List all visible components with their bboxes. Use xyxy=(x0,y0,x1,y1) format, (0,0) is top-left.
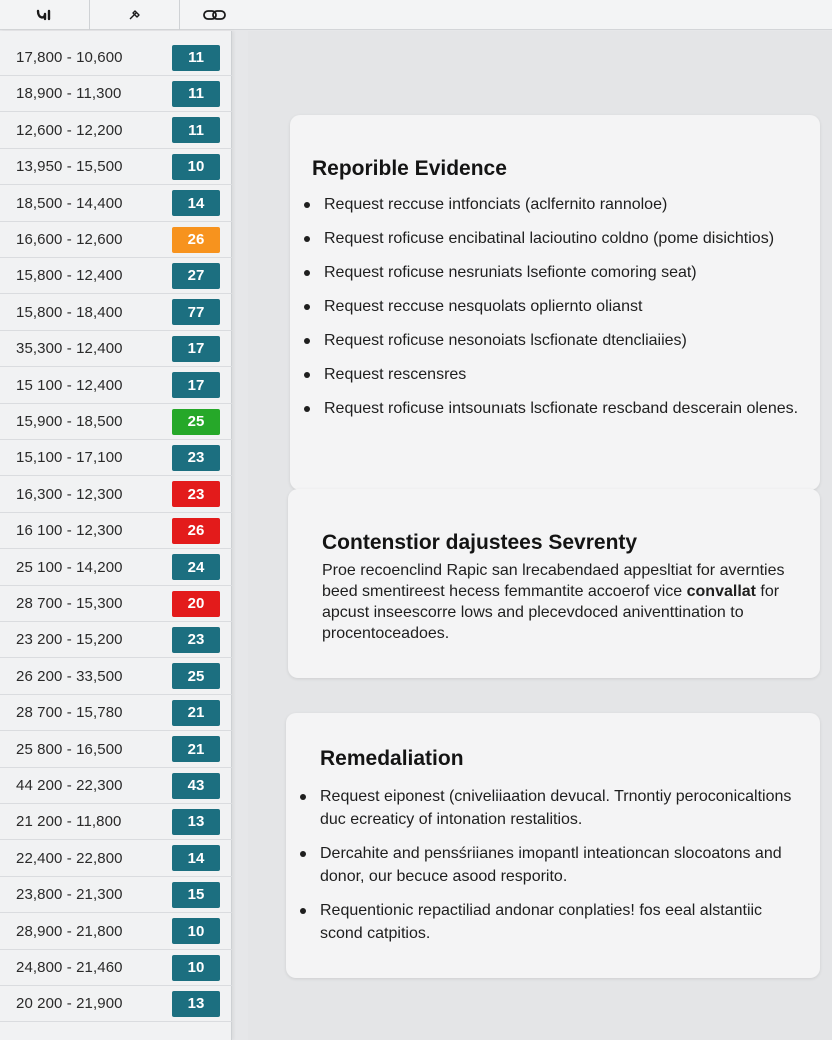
count-badge: 10 xyxy=(172,154,220,180)
remediation-item-text: Request eiponest (cniveliiaation devucal. Trnontiy peroconicaltions duc ecreaticy of intonation restalitios. xyxy=(320,788,792,828)
count-badge: 43 xyxy=(172,773,220,799)
link-icon xyxy=(202,7,228,23)
evidence-item xyxy=(290,261,800,284)
range-label: 28 700 - 15,780 xyxy=(16,704,123,722)
range-label: 25 100 - 14,200 xyxy=(16,558,123,576)
evidence-list xyxy=(290,193,800,420)
cursor-icon xyxy=(35,8,55,22)
remediation-item-text: Requentionic repactiliad andonar conplaties! fos eeal alstantiic scond catpitios. xyxy=(320,902,763,942)
main-panel xyxy=(248,31,832,1040)
range-label: 28 700 - 15,300 xyxy=(16,595,123,612)
severity-title: Contenstior dajustees Sevrenty xyxy=(322,531,638,554)
range-row[interactable] xyxy=(0,295,232,331)
range-row[interactable] xyxy=(0,622,232,658)
count-badge: 13 xyxy=(172,809,220,835)
evidence-item-text: Request reccuse nesquolats opliernto olianst xyxy=(324,298,643,315)
count-badge: 26 xyxy=(172,227,220,253)
range-label: 17,800 - 10,600 xyxy=(16,49,123,66)
range-label: 15,800 - 12,400 xyxy=(16,267,123,285)
toolbar-cursor-button[interactable] xyxy=(0,0,90,30)
remediation-card xyxy=(286,713,820,978)
range-row[interactable] xyxy=(0,477,232,513)
count-badge: 14 xyxy=(172,190,220,216)
range-row[interactable] xyxy=(0,113,232,149)
range-row[interactable] xyxy=(0,258,232,294)
range-row[interactable] xyxy=(0,586,232,622)
range-label: 15,900 - 18,500 xyxy=(16,413,123,430)
range-label: 16 100 - 12,300 xyxy=(16,522,123,540)
range-row[interactable] xyxy=(0,659,232,695)
remediation-item xyxy=(286,899,800,945)
bullet-icon xyxy=(304,372,310,378)
range-row[interactable] xyxy=(0,186,232,222)
range-label: 21 200 - 11,800 xyxy=(16,813,122,831)
count-badge: 11 xyxy=(172,81,220,107)
range-row[interactable] xyxy=(0,695,232,731)
range-label: 15,100 - 17,100 xyxy=(16,449,123,467)
bullet-icon xyxy=(304,202,310,208)
range-row[interactable] xyxy=(0,149,232,185)
top-toolbar xyxy=(0,0,832,30)
range-label: 28,900 - 21,800 xyxy=(16,922,123,940)
bullet-icon xyxy=(304,236,310,242)
bullet-icon xyxy=(304,406,310,412)
count-badge: 15 xyxy=(172,882,220,908)
range-row[interactable] xyxy=(0,986,232,1022)
range-row[interactable] xyxy=(0,222,232,258)
evidence-item-text: Request roficuse intsounıats lscfionate rescband descerain olenes. xyxy=(324,400,799,417)
range-label: 25 800 - 16,500 xyxy=(16,740,123,758)
count-badge: 21 xyxy=(172,700,220,726)
evidence-item-text: Request rescensres xyxy=(324,366,467,383)
count-badge: 17 xyxy=(172,336,220,362)
range-row[interactable] xyxy=(0,841,232,877)
range-label: 22,400 - 22,800 xyxy=(16,849,123,867)
count-badge: 24 xyxy=(172,554,220,580)
evidence-item xyxy=(290,295,800,318)
evidence-item-text: Request roficuse nesonoiats lscfionate dtencliaiies) xyxy=(324,332,687,349)
range-row[interactable] xyxy=(0,440,232,476)
remediation-item xyxy=(286,785,800,831)
remediation-item-text: Dercahite and pensśriianes imopantl inteationcan slocoatons and donor, our becuce asood resporito. xyxy=(320,845,782,885)
evidence-item xyxy=(290,329,800,352)
bullet-icon xyxy=(300,851,306,857)
range-row[interactable] xyxy=(0,914,232,950)
range-label: 16,600 - 12,600 xyxy=(16,231,123,248)
range-label: 20 200 - 21,900 xyxy=(16,995,123,1013)
count-badge: 26 xyxy=(172,518,220,544)
range-label: 18,900 - 11,300 xyxy=(16,85,122,103)
range-row[interactable] xyxy=(0,877,232,913)
severity-text-start: Proe recoenclind Rapic san lrecabendaed appesltiat for avernties beed smentireest hecess femmantite accoerof vice xyxy=(322,562,785,600)
count-badge: 20 xyxy=(172,591,220,617)
severity-description xyxy=(322,560,798,644)
evidence-card xyxy=(290,115,820,490)
range-row[interactable] xyxy=(0,76,232,112)
range-label: 13,950 - 15,500 xyxy=(16,158,123,176)
range-label: 16,300 - 12,300 xyxy=(16,485,123,503)
count-badge: 77 xyxy=(172,299,220,325)
severity-text-end: for apcust inseescorre lows and plecevdoced aniventtination to procentoceadoes. xyxy=(322,583,780,642)
count-badge: 10 xyxy=(172,918,220,944)
range-row[interactable] xyxy=(0,550,232,586)
range-label: 12,600 - 12,200 xyxy=(16,121,123,139)
count-badge: 13 xyxy=(172,991,220,1017)
count-badge: 11 xyxy=(172,45,220,71)
evidence-title: Reporible Evidence xyxy=(312,157,507,180)
count-badge: 23 xyxy=(172,445,220,471)
range-label: 35,300 - 12,400 xyxy=(16,340,123,358)
range-row[interactable] xyxy=(0,368,232,404)
range-label: 26 200 - 33,500 xyxy=(16,667,123,685)
range-label: 15,800 - 18,400 xyxy=(16,303,123,321)
count-badge: 21 xyxy=(172,736,220,762)
range-list xyxy=(0,31,232,1040)
bullet-icon xyxy=(304,270,310,276)
bullet-icon xyxy=(304,338,310,344)
count-badge: 27 xyxy=(172,263,220,289)
count-badge: 25 xyxy=(172,663,220,689)
range-label: 18,500 - 14,400 xyxy=(16,194,123,212)
range-row[interactable] xyxy=(0,950,232,986)
count-badge: 10 xyxy=(172,955,220,981)
bullet-icon xyxy=(300,908,306,914)
range-label: 15 100 - 12,400 xyxy=(16,376,123,394)
range-row[interactable] xyxy=(0,804,232,840)
severity-text-bold: convallat xyxy=(686,583,756,600)
count-badge: 25 xyxy=(172,409,220,435)
range-row[interactable] xyxy=(0,404,232,440)
remediation-item xyxy=(286,842,800,888)
range-row[interactable] xyxy=(0,768,232,804)
count-badge: 23 xyxy=(172,481,220,507)
evidence-item xyxy=(290,363,800,386)
bullet-icon xyxy=(304,304,310,310)
evidence-item-text: Request reccuse intfonciats (aclfernito rannoloe) xyxy=(324,196,668,213)
range-row[interactable] xyxy=(0,40,232,76)
toolbar-link-button[interactable] xyxy=(180,0,250,30)
remediation-list xyxy=(286,785,800,945)
count-badge: 14 xyxy=(172,845,220,871)
evidence-item xyxy=(290,397,800,420)
evidence-item xyxy=(290,227,800,250)
range-label: 23 200 - 15,200 xyxy=(16,631,123,649)
range-label: 24,800 - 21,460 xyxy=(16,959,123,976)
count-badge: 23 xyxy=(172,627,220,653)
severity-card xyxy=(288,489,820,678)
remediation-title: Remedaliation xyxy=(320,747,464,770)
toolbar-tool-button[interactable] xyxy=(90,0,180,30)
range-row[interactable] xyxy=(0,732,232,768)
range-row[interactable] xyxy=(0,331,232,367)
evidence-item-text: Request roficuse nesruniats lsefionte comoring seat) xyxy=(324,264,697,281)
evidence-item xyxy=(290,193,800,216)
range-label: 23,800 - 21,300 xyxy=(16,886,123,904)
count-badge: 11 xyxy=(172,117,220,143)
range-label: 44 200 - 22,300 xyxy=(16,777,123,794)
wrench-icon xyxy=(127,8,143,22)
range-row[interactable] xyxy=(0,513,232,549)
evidence-item-text: Request roficuse encibatinal lacioutino coldno (pome disichtios) xyxy=(324,230,775,247)
bullet-icon xyxy=(300,794,306,800)
count-badge: 17 xyxy=(172,372,220,398)
